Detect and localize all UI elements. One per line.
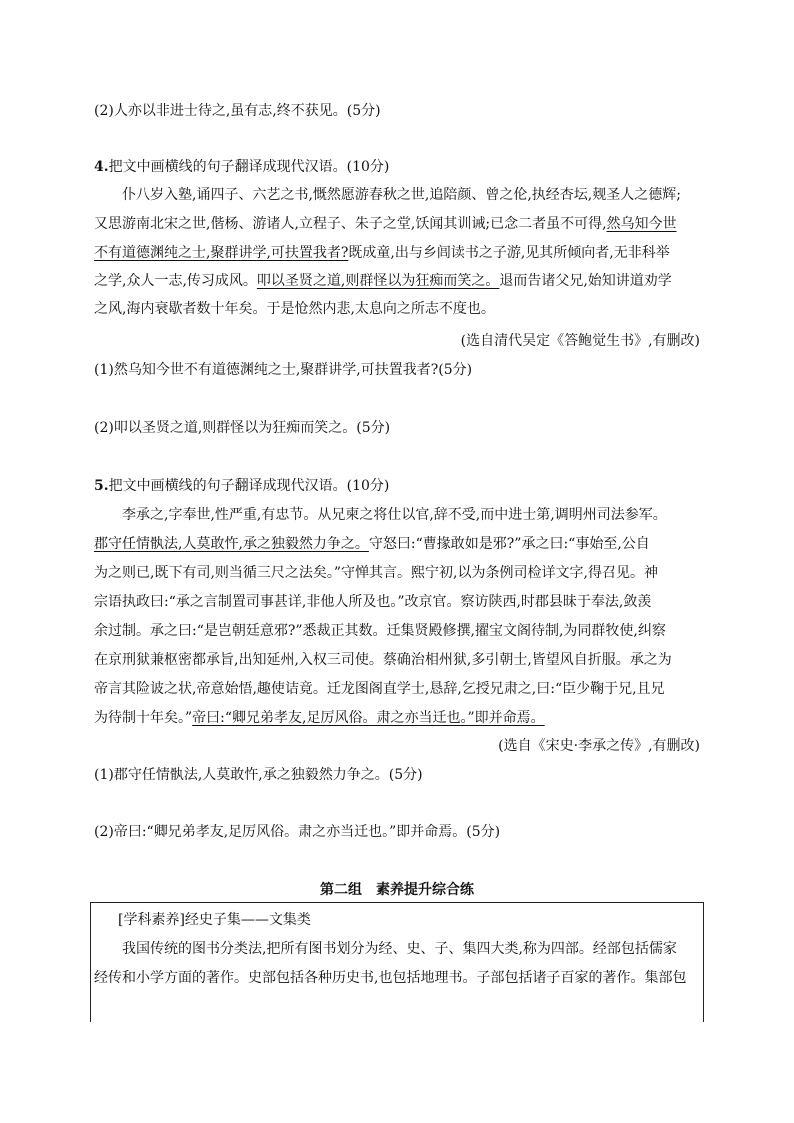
q5-passage-line: 余过制。承之曰:“是岂朝廷意邪?”悉裁正其数。迁集贤殿修撰,擢宝文阁待制,为同群牧使,纠察 (94, 623, 666, 639)
q5-passage-line (94, 708, 700, 728)
q5-underlined-sentence-2: 帝曰:“卿兄弟孝友,足厉风俗。肃之亦当迁也。”即并命焉。 (192, 710, 545, 726)
q4-header (94, 157, 700, 177)
q5-text: 为待制十年矣。” (94, 710, 193, 726)
literacy-box-title: [学科素养]经史子集——文集类 (118, 912, 311, 928)
q4-title: 把文中画横线的句子翻译成现代汉语。(10分) (108, 159, 390, 175)
q5-passage-line: 为之则已,既下有司,则当循三尺之法矣。”守惮其言。熙宁初,以为条例司检详文字,得召见。神 (94, 565, 658, 581)
q4-passage-line (94, 243, 700, 263)
section-heading: 第二组 素养提升综合练 (320, 882, 474, 898)
q4-number: 4. (94, 159, 109, 175)
q4-text: 之学,众人一志,传习成风。 (94, 273, 257, 289)
literacy-box-line: 经传和小学方面的著作。史部包括各种历史书,也包括地理书。子部包括诸子百家的著作。集部包 (94, 970, 687, 986)
q5-underlined-sentence-1: 郡守任情骫法,人莫敢忤,承之独毅然力争之。 (94, 536, 369, 552)
q5-subquestion-1: (1)郡守任情骫法,人莫敢忤,承之独毅然力争之。(5分) (94, 767, 423, 783)
q5-passage-line: 宗语执政曰:“承之言制置司事甚详,非他人所及也。”改京官。察访陕西,时郡县昧于奉法,敛羡 (94, 594, 652, 610)
q4-passage-line (94, 214, 700, 234)
q5-title: 把文中画横线的句子翻译成现代汉语。(10分) (108, 478, 390, 494)
q5-number: 5. (94, 478, 109, 494)
q5-text: 守怒曰:“曹掾敢如是邪?”承之曰:“事始至,公自 (368, 536, 650, 552)
q5-subquestion-2: (2)帝曰:“卿兄弟孝友,足厉风俗。肃之亦当迁也。”即并命焉。(5分) (94, 824, 501, 840)
q5-source: (选自《宋史·李承之传》,有删改) (498, 738, 700, 754)
q5-header (94, 476, 700, 496)
literacy-box-line: 我国传统的图书分类法,把所有图书划分为经、史、子、集四大类,称为四部。经部包括儒家 (122, 941, 677, 957)
q4-text: 既成童,出与乡闾读书之子游,见其所倾向者,无非科举 (348, 245, 670, 261)
q5-passage-line: 李承之,字奉世,性严重,有忠节。从兄柬之将仕以官,辞不受,而中进士第,调明州司法参军。 (122, 507, 667, 523)
q4-passage-line (94, 271, 700, 291)
q4-passage-line: 之风,海内衰歇者数十年矣。于是怆然内悲,太息向之所志不度也。 (94, 301, 495, 317)
q4-subquestion-2: (2)叩以圣贤之道,则群怪以为狂痴而笑之。(5分) (94, 420, 391, 436)
q4-source: (选自清代吴定《答鲍觉生书》,有删改) (460, 333, 700, 349)
q4-underlined-sentence-1: 然乌知今世 (606, 216, 677, 232)
q4-underlined-sentence-1: 不有道德渊纯之士,聚群讲学,可扶置我者? (94, 245, 349, 261)
q3-subquestion-2: (2)人亦以非进士待之,虽有志,终不获见。(5分) (94, 103, 381, 119)
q4-passage-line: 仆八岁入塾,诵四子、六艺之书,慨然愿游春秋之世,追陪颜、曾之伦,执经杏坛,觌圣人之德辉; (122, 187, 681, 203)
q4-subquestion-1: (1)然乌知今世不有道德渊纯之士,聚群讲学,可扶置我者?(5分) (94, 362, 473, 378)
q4-text: 又思游南北宋之世,偕杨、游诸人,立程子、朱子之堂,饫闻其训诫;已念二者虽不可得, (94, 216, 607, 232)
q5-passage-line (94, 534, 700, 554)
q4-underlined-sentence-2: 叩以圣贤之道,则群怪以为狂痴而笑之。 (256, 273, 500, 289)
q4-text: 退而告诸父兄,始知讲道劝学 (499, 273, 672, 289)
q5-passage-line: 帝言其险诐之状,帝意始悟,趣使诘竟。迁龙图阁直学士,恳辞,乞授兄肃之,曰:“臣少鞠于兄,且兄 (94, 681, 665, 697)
q5-passage-line: 在京刑狱兼枢密都承旨,出知延州,入权三司使。蔡确治相州狱,多引朝士,皆望风自折服。承之为 (94, 652, 672, 668)
